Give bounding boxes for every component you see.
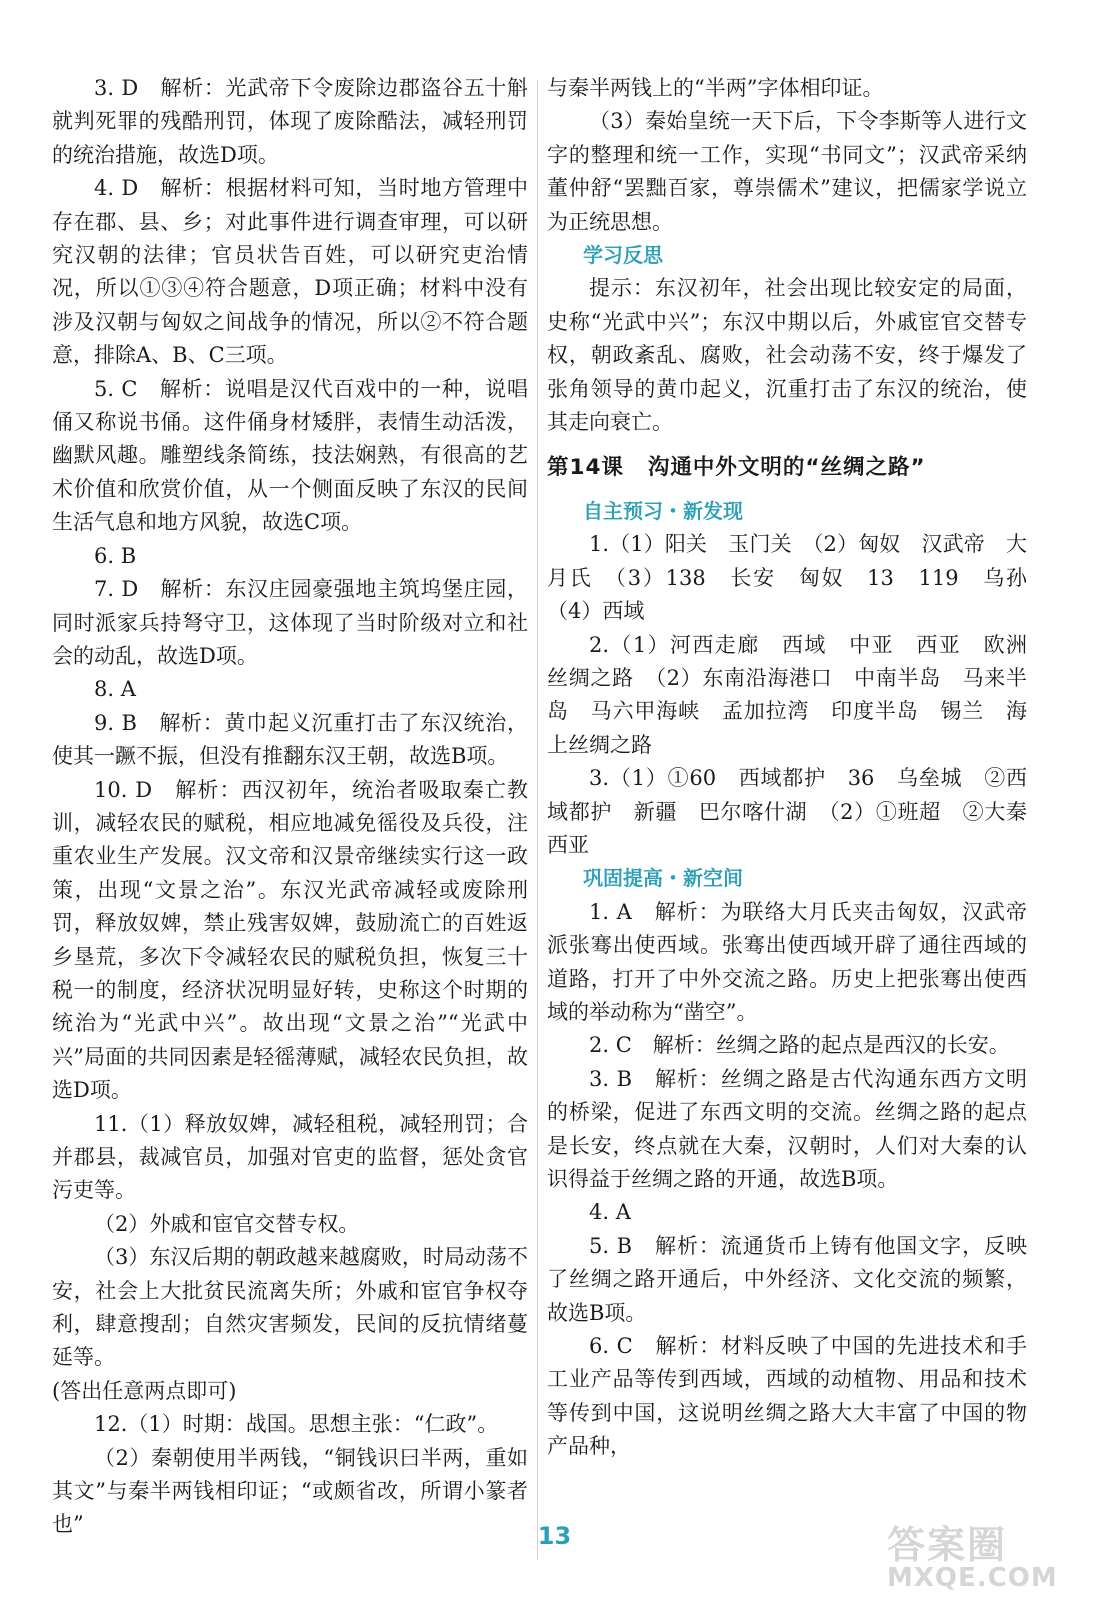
preview-answer-3: 3.（1）①60 西域都护 36 乌垒城 ②西域都护 新疆 巴尔喀什湖 （2）①班超 ②大秦 西亚 bbox=[547, 766, 1048, 857]
column-divider bbox=[537, 80, 538, 1560]
answer-5: 5. C 解析：说唱是汉代百戏中的一种，说唱俑又称说书俑。这件俑身材矮胖，表情生动活泼，幽默风趣。雕塑线条简练，技法娴熟，有很高的艺术价值和欣赏价值，从一个侧面反映了东汉的民间生活气息和地方风貌，故选C项。 bbox=[52, 376, 528, 535]
preview-heading: 自主预习・新发现 bbox=[583, 498, 743, 523]
answer-11-note: (答出任意两点即可) bbox=[52, 1378, 237, 1403]
left-column bbox=[52, 72, 528, 1542]
answer-9: 9. B 解析：黄巾起义沉重打击了东汉统治，使其一蹶不振，但没有推翻东汉王朝，故选B项。 bbox=[52, 710, 528, 769]
consolidate-answer-6: 6. C 解析：材料反映了中国的先进技术和手工业产品等传到西域，西域的动植物、用品和技术等传到中国，这说明丝绸之路大大丰富了中国的物产品种， bbox=[547, 1334, 1027, 1459]
consolidate-answer-5: 5. B 解析：流通货币上铸有他国文字，反映了丝绸之路开通后，中外经济、文化交流的频繁，故选B项。 bbox=[547, 1233, 1027, 1325]
consolidate-answer-4: 4. A bbox=[589, 1200, 631, 1225]
answer-6: 6. B bbox=[94, 543, 137, 568]
answer-11-1: 11.（1）释放奴婢，减轻租税，减轻刑罚；合并郡县，裁减官员，加强对官吏的监督，惩处贪官污吏等。 bbox=[52, 1111, 528, 1203]
answer-12-1: 12.（1）时期：战国。思想主张：“仁政”。 bbox=[94, 1412, 499, 1437]
lesson-number: 第14课 bbox=[547, 455, 624, 481]
right-column bbox=[547, 72, 1048, 1464]
answer-12-2: （2）秦朝使用半两钱，“铜钱识曰半两，重如其文”与秦半两钱相印证；“或颇省改，所谓小篆者也” bbox=[52, 1445, 528, 1537]
reflect-heading: 学习反思 bbox=[583, 243, 663, 268]
watermark-logo bbox=[887, 1514, 1087, 1594]
answer-3: 3. D 解析：光武帝下令废除边郡盗谷五十斛就判死罪的残酷刑罚，体现了废除酷法，减轻刑罚的统治措施，故选D项。 bbox=[52, 76, 528, 167]
page-number: 13 bbox=[537, 1522, 572, 1550]
answer-12-2-continued: 与秦半两钱上的“半两”字体相印证。 bbox=[547, 76, 884, 100]
consolidate-answer-2: 2. C 解析：丝绸之路的起点是西汉的长安。 bbox=[589, 1033, 1010, 1058]
consolidate-answer-3: 3. B 解析：丝绸之路是古代沟通东西方文明的桥梁，促进了东西文明的交流。丝绸之路的起点是长安，终点就在大秦，汉朝时，人们对大秦的认识得益于丝绸之路的开通，故选B项。 bbox=[547, 1066, 1027, 1191]
watermark-logo-text: 答案圈 bbox=[887, 1523, 1008, 1567]
answer-11-3: （3）东汉后期的朝政越来越腐败，时局动荡不安，社会上大批贫民流离失所；外戚和宦官争权夺利，肆意搜刮；自然灾害频发，民间的反抗情绪蔓延等。 bbox=[52, 1245, 528, 1370]
preview-answer-1: 1.（1）阳关 玉门关 （2）匈奴 汉武帝 大月氏 （3）138 长安 匈奴 13 119 乌孙 （4）西域 bbox=[547, 532, 1048, 624]
answer-11-2: （2）外戚和宦官交替专权。 bbox=[94, 1211, 360, 1236]
watermark-url: MXQE.COM bbox=[887, 1563, 1058, 1593]
lesson-name: 沟通中外文明的“丝绸之路” bbox=[647, 455, 926, 481]
preview-answer-2: 2.（1）河西走廊 西域 中亚 西亚 欧洲 丝绸之路 （2）东南沿海港口 中南半岛 马来半岛 马六甲海峡 孟加拉湾 印度半岛 锡兰 海上丝绸之路 bbox=[547, 632, 1048, 757]
consolidate-heading: 巩固提高・新空间 bbox=[583, 866, 743, 891]
answer-12-3: （3）秦始皇统一天下后，下令李斯等人进行文字的整理和统一工作，实现“书同文”；汉武帝采纳董仲舒“罢黜百家，尊崇儒术”建议，把儒家学说立为正统思想。 bbox=[547, 109, 1027, 234]
answer-8: 8. A bbox=[94, 677, 136, 702]
answer-10: 10. D 解析：西汉初年，统治者吸取秦亡教训，减轻农民的赋税，相应地减免徭役及兵役，注重农业生产发展。汉文帝和汉景帝继续实行这一政策，出现“文景之治”。东汉光武帝减轻或废除刑罚，释放奴婢，禁止残害奴婢，鼓励流亡的百姓返乡垦荒，多次下令减轻农民的赋税负担，恢复三十税一的制度，经济状况明显好转，史称这个时期的统治为“光武中兴”。故出现“文景之治”“光武中兴”局面的共同因素是轻徭薄赋，减轻农民负担，故选D项。 bbox=[52, 777, 528, 1103]
lesson-title bbox=[547, 451, 1027, 484]
answer-7: 7. D 解析：东汉庄园豪强地主筑坞堡庄园，同时派家兵持弩守卫，这体现了当时阶级对立和社会的动乱，故选D项。 bbox=[52, 577, 528, 668]
answer-4: 4. D 解析：根据材料可知，当时地方管理中存在郡、县、乡；对此事件进行调查审理，可以研究汉朝的法律；官员状告百姓，可以研究吏治情况，所以①③④符合题意，D项正确；材料中没有涉及汉朝与匈奴之间战争的情况，所以②不符合题意，排除A、B、C三项。 bbox=[52, 176, 528, 368]
consolidate-answer-1: 1. A 解析：为联络大月氏夹击匈奴，汉武帝派张骞出使西域。张骞出使西域开辟了通往西域的道路，打开了中外交流之路。历史上把张骞出使西域的举动称为“凿空”。 bbox=[547, 899, 1027, 1024]
reflect-text: 提示：东汉初年，社会出现比较安定的局面，史称“光武中兴”；东汉中期以后，外戚宦官交替专权，朝政紊乱、腐败，社会动荡不安，终于爆发了张角领导的黄巾起义，沉重打击了东汉的统治，使其走向衰亡。 bbox=[547, 276, 1027, 435]
